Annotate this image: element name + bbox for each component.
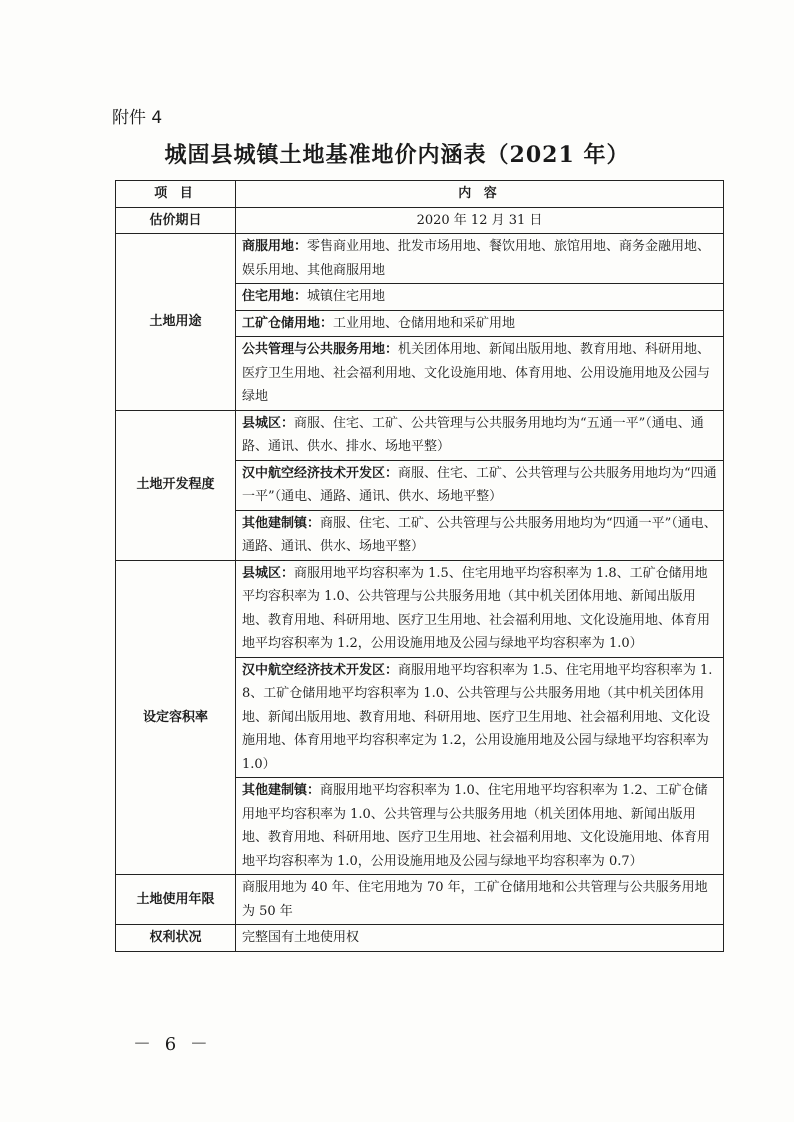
- row-label-rights: 权利状况: [116, 925, 236, 952]
- land-use-residential-head: 住宅用地：: [242, 289, 308, 304]
- plot-ratio-county: [236, 560, 724, 657]
- development-aviation-zone: [236, 460, 724, 510]
- land-use-commercial-text: 零售商业用地、批发市场用地、餐饮用地、旅馆用地、商务金融用地、娱乐用地、其他商服用地: [242, 239, 711, 278]
- land-use-commercial: [236, 234, 724, 284]
- development-county: [236, 410, 724, 460]
- term-value: 商服用地为 40 年、住宅用地为 70 年，工矿仓储用地和公共管理与公共服务用地为 50 年: [236, 875, 724, 925]
- development-county-text: 商服、住宅、工矿、公共管理与公共服务用地均为“五通一平”（通电、通路、通讯、供水、排水、场地平整）: [242, 415, 704, 454]
- plot-ratio-other-towns-head: 其他建制镇：: [242, 783, 321, 798]
- table-row-term: [116, 875, 724, 925]
- row-label-valuation-date: 估价期日: [116, 207, 236, 234]
- land-price-table: [115, 180, 724, 952]
- land-use-industrial-head: 工矿仓储用地：: [242, 315, 334, 331]
- land-use-residential: [236, 284, 724, 311]
- table-row-rights: [116, 925, 724, 952]
- land-use-public-text: 机关团体用地、新闻出版用地、教育用地、科研用地、医疗卫生用地、社会福利用地、文化设施用地、体育用地、公用设施用地及公园与绿地: [242, 342, 711, 404]
- row-label-land-use: 土地用途: [116, 234, 236, 411]
- column-header-content: 内 容: [236, 181, 724, 208]
- attachment-label: 附件 4: [112, 108, 163, 128]
- land-use-public: [236, 337, 724, 411]
- development-other-towns: [236, 510, 724, 560]
- land-use-industrial-text: 工业用地、仓储用地和采矿用地: [333, 315, 516, 331]
- development-aviation-zone-text: 商服、住宅、工矿、公共管理与公共服务用地均为“四通一平”（通电、通路、通讯、供水、场地平整）: [242, 465, 717, 504]
- plot-ratio-aviation-zone-text: 商服用地平均容积率为 1.5、住宅用地平均容积率为 1.8、工矿仓储用地平均容积率为 1.0、公共管理与公共服务用地（其中机关团体用地、新闻出版用地、教育用地、科研用地、医疗卫生用地、社会福利用地、文化设施用地、体育用地平均容积率定为 1.2，公用设施用地及公园与绿地平均容积率为 1.0）: [242, 662, 713, 772]
- plot-ratio-other-towns-text: 商服用地平均容积率为 1.0、住宅用地平均容积率为 1.2、工矿仓储用地平均容积率为 1.0、公共管理与公共服务用地（机关团体用地、新闻出版用地、教育用地、科研用地、医疗卫生用地、社会福利用地、文化设施用地、体育用地平均容积率为 1.0，公用设施用地及公园与绿地平均容积率为 0.7）: [242, 783, 711, 869]
- plot-ratio-aviation-zone-head: 汉中航空经济技术开发区：: [242, 662, 399, 678]
- table-row-development: [116, 410, 724, 460]
- row-label-term: 土地使用年限: [116, 875, 236, 925]
- column-header-item: 项 目: [116, 181, 236, 208]
- rights-value: 完整国有土地使用权: [236, 925, 724, 952]
- row-label-plot-ratio: 设定容积率: [116, 560, 236, 875]
- table-row-valuation-date: [116, 207, 724, 234]
- plot-ratio-aviation-zone: [236, 657, 724, 778]
- valuation-date-value: 2020 年 12 月 31 日: [236, 207, 724, 234]
- land-use-commercial-head: 商服用地：: [242, 239, 308, 254]
- land-use-public-head: 公共管理与公共服务用地：: [242, 342, 399, 357]
- development-other-towns-head: 其他建制镇：: [242, 515, 321, 531]
- table-row-land-use: [116, 234, 724, 284]
- row-label-development: 土地开发程度: [116, 410, 236, 560]
- land-use-industrial: [236, 310, 724, 337]
- land-use-residential-text: 城镇住宅用地: [307, 289, 386, 304]
- page-number: － 6 －: [133, 1034, 212, 1055]
- document-title: 城固县城镇土地基准地价内涵表（2021 年）: [164, 142, 630, 168]
- development-county-head: 县城区：: [242, 415, 295, 431]
- table-header-row: [116, 181, 724, 208]
- plot-ratio-county-text: 商服用地平均容积率为 1.5、住宅用地平均容积率为 1.8、工矿仓储用地平均容积率为 1.0、公共管理与公共服务用地（其中机关团体用地、新闻出版用地、教育用地、科研用地、医疗卫生用地、社会福利用地、文化设施用地、体育用地平均容积率为 1.2，公用设施用地及公园与绿地平均容积率为 1.0）: [242, 565, 711, 651]
- plot-ratio-other-towns: [236, 778, 724, 875]
- table-row-plot-ratio: [116, 560, 724, 657]
- plot-ratio-county-head: 县城区：: [242, 565, 295, 581]
- development-other-towns-text: 商服、住宅、工矿、公共管理与公共服务用地均为“四通一平”（通电、通路、通讯、供水、场地平整）: [242, 515, 717, 554]
- development-aviation-zone-head: 汉中航空经济技术开发区：: [242, 465, 399, 481]
